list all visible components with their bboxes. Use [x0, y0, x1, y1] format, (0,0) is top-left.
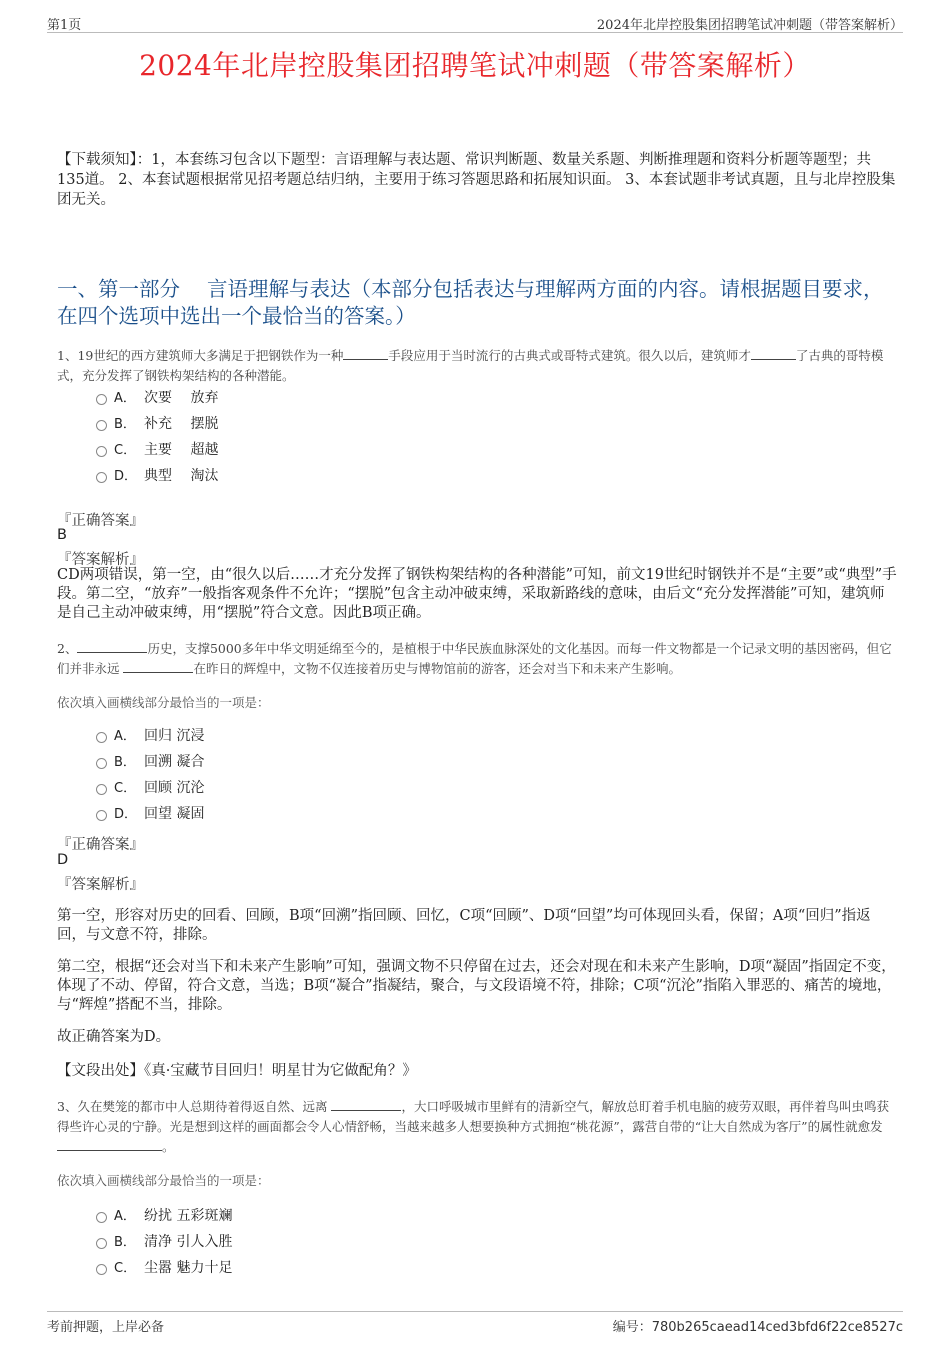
header-doc-title: 2024年北岸控股集团招聘笔试冲刺题（带答案解析） [596, 18, 903, 33]
fill-blank [57, 1138, 162, 1151]
fill-blank [123, 660, 193, 673]
radio-icon[interactable] [96, 810, 107, 821]
answer-label: 『正确答案』 [57, 513, 144, 529]
option-a[interactable] [96, 385, 218, 411]
radio-icon[interactable] [96, 1264, 107, 1275]
option-text: 纷扰 五彩斑斓 [144, 1208, 233, 1224]
radio-icon[interactable] [96, 758, 107, 769]
radio-icon[interactable] [96, 420, 107, 431]
option-c[interactable] [96, 1255, 232, 1281]
question-1-part-b: 手段应用于当时流行的古典式或哥特式建筑。很久以后，建筑师才 [388, 348, 751, 363]
analysis-conclusion: 故正确答案为D。 [57, 1029, 171, 1045]
question-1-options [96, 385, 218, 489]
source-citation: 【文段出处】《真·宝藏节目回归！明星甘为它做配角？》 [57, 1063, 417, 1079]
option-c[interactable] [96, 775, 204, 801]
option-text: 清净 引人入胜 [144, 1234, 233, 1250]
question-2-part-a: 2、 [57, 641, 78, 656]
footer-code-value: 780b265caead14ced3bfd6f22ce8527c [651, 1320, 903, 1335]
radio-icon[interactable] [96, 1212, 107, 1223]
analysis-label: 『答案解析』 [57, 877, 144, 893]
question-1-text [57, 346, 898, 386]
question-2-text [57, 639, 898, 679]
question-3-part-c: 。 [162, 1139, 175, 1154]
answer-label: 『正确答案』 [57, 837, 144, 853]
option-a[interactable] [96, 723, 204, 749]
section-title: 一、第一部分 言语理解与表达（本部分包括表达与理解两方面的内容。请根据题目要求，在四个选项中选出一个最恰当的答案。） [57, 277, 884, 328]
option-letter: A． [114, 1209, 136, 1224]
radio-icon[interactable] [96, 732, 107, 743]
option-letter: B． [114, 755, 136, 770]
analysis-text-2: 第二空，根据“还会对当下和未来产生影响”可知，强调文物不只停留在过去，还会对现在和未来产生影响，D项“凝固”指固定不变，体现了不动、停留，符合文意，当选；B项“凝合”指凝结，聚合，与文段语境不符，排除；C项“沉沦”指陷入罪恶的、痛苦的境地，与“辉煌”搭配不当，排除。 [57, 959, 896, 1013]
question-3-text [57, 1097, 898, 1157]
option-text: 补充 摆脱 [144, 416, 219, 432]
fill-blank [77, 640, 147, 653]
option-text: 主要 超越 [144, 442, 219, 458]
fill-blank [343, 347, 388, 360]
option-text: 回溯 凝合 [144, 754, 205, 770]
footer-slogan: 考前押题，上岸必备 [47, 1320, 165, 1335]
option-b[interactable] [96, 411, 218, 437]
question-3-part-a: 3、久在樊笼的都市中人总期待着得返自然、远离 [57, 1099, 332, 1114]
fill-blank [751, 347, 796, 360]
footer-code [613, 1316, 903, 1335]
question-3-part-b: ，大口呼吸城市里鲜有的清新空气，解放总盯着手机电脑的疲劳双眼，再伴着鸟叫虫鸣获得些许心灵的宁静。光是想到这样的画面都会令人心情舒畅，当越来越多人想要换种方式拥抱“桃花源”，露营自带的“让大自然成为客厅”的属性就愈发 [57, 1099, 889, 1134]
radio-icon[interactable] [96, 394, 107, 405]
option-d[interactable] [96, 463, 218, 489]
document-title: 2024年北岸控股集团招聘笔试冲刺题（带答案解析） [139, 49, 811, 82]
question-2-part-b: 历史，支撑5000多年中华文明延绵至今的，是植根于中华民族血脉深处的文化基因。而每一件文物都是一个记录文明的基因密码，但它们并非永远 [57, 641, 892, 676]
option-text: 回顾 沉沦 [144, 780, 205, 796]
correct-answer: D [57, 852, 69, 868]
option-text: 典型 淘汰 [144, 468, 219, 484]
correct-answer: B [57, 527, 67, 543]
option-letter: C． [114, 443, 137, 458]
option-b[interactable] [96, 1229, 232, 1255]
option-letter: D． [114, 469, 138, 484]
option-a[interactable] [96, 1203, 232, 1229]
option-letter: C． [114, 781, 137, 796]
option-text: 回归 沉浸 [144, 728, 205, 744]
option-letter: A． [114, 729, 136, 744]
option-letter: A． [114, 391, 136, 406]
page-number: 第1页 [47, 18, 82, 33]
question-3-options [96, 1203, 232, 1281]
radio-icon[interactable] [96, 1238, 107, 1249]
fill-blank [331, 1098, 401, 1111]
option-letter: D． [114, 807, 138, 822]
question-3-hint: 依次填入画横线部分最恰当的一项是： [57, 1173, 270, 1188]
analysis-label: 『答案解析』 [57, 552, 144, 568]
option-letter: B． [114, 417, 136, 432]
page-header [47, 12, 903, 33]
option-text: 回望 凝固 [144, 806, 205, 822]
radio-icon[interactable] [96, 446, 107, 457]
question-1-part-c: 了古典的哥特模式，充分发挥了钢铁构架结构的各种潜能。 [57, 348, 884, 383]
option-text: 次要 放弃 [144, 390, 219, 406]
radio-icon[interactable] [96, 784, 107, 795]
question-2-options [96, 723, 204, 827]
option-letter: C． [114, 1261, 137, 1276]
analysis-text: CD两项错误，第一空，由“很久以后……才充分发挥了钢铁构架结构的各种潜能”可知，前文19世纪时钢铁并不是“主要”或“典型”手段。第二空，“放弃”一般指客观条件不允许；“摆脱”包含主动冲破束缚，采取新路线的意味，由后文“充分发挥潜能”可知，建筑师是自己主动冲破束缚，用“摆脱”符合文意。因此B项正确。 [57, 567, 897, 621]
footer-code-label: 编号： [612, 1320, 652, 1335]
option-d[interactable] [96, 801, 204, 827]
question-2-hint: 依次填入画横线部分最恰当的一项是： [57, 695, 270, 710]
question-1-part-a: 1、19世纪的西方建筑师大多满足于把钢铁作为一种 [57, 348, 344, 363]
analysis-text-1: 第一空，形容对历史的回看、回顾，B项“回溯”指回顾、回忆，C项“回顾”、D项“回望”均可体现回头看，保留；A项“回归”指返回，与文意不符，排除。 [57, 908, 871, 943]
download-notice: 【下载须知】：1，本套练习包含以下题型：言语理解与表达题、常识判断题、数量关系题、判断推理题和资料分析题等题型；共135道。 2、本套试题根据常见招考题总结归纳，主要用于练习答题思路和拓展知识面。 3、本套试题非考试真题，且与北岸控股集团无关。 [57, 152, 896, 208]
radio-icon[interactable] [96, 472, 107, 483]
option-b[interactable] [96, 749, 204, 775]
option-text: 尘嚣 魅力十足 [144, 1260, 233, 1276]
option-letter: B． [114, 1235, 136, 1250]
page-footer [47, 1311, 903, 1334]
option-c[interactable] [96, 437, 218, 463]
question-2-part-c: 在昨日的辉煌中，文物不仅连接着历史与博物馆前的游客，还会对当下和未来产生影响。 [193, 661, 681, 676]
